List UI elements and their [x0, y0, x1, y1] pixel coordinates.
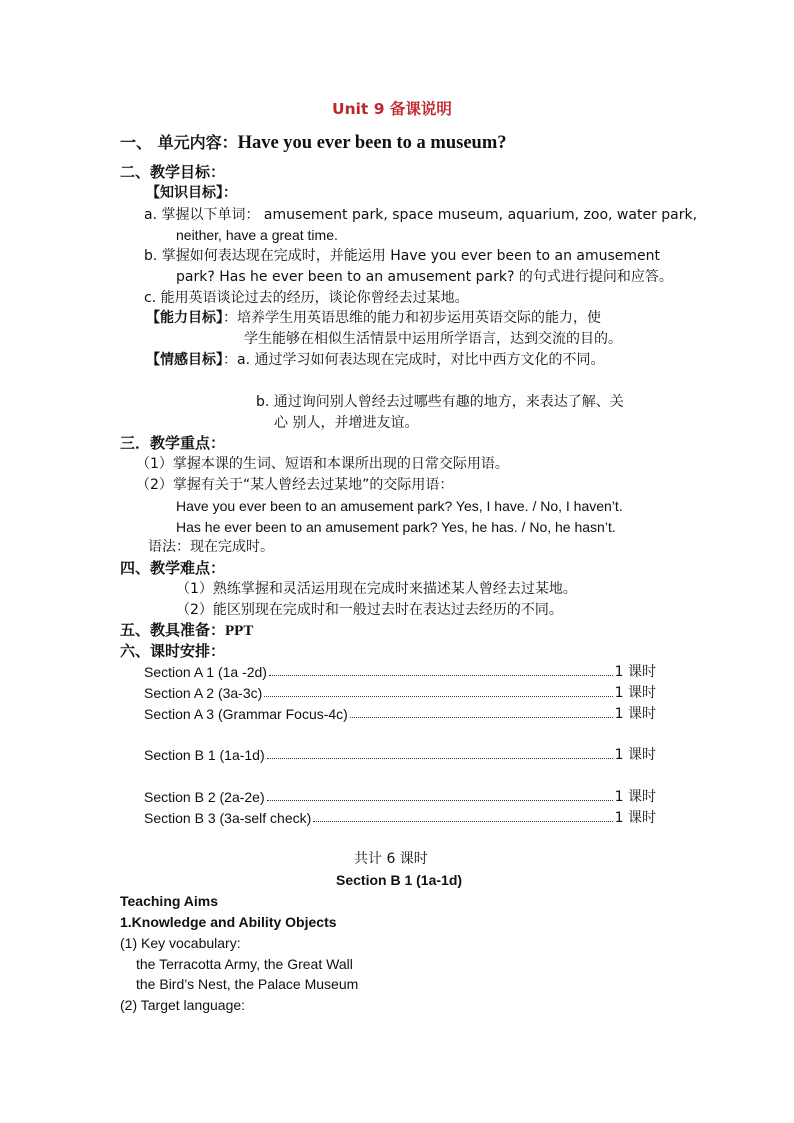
- aids-prefix: 五、教具准备：: [120, 621, 226, 639]
- knowledge-c: c. 能用英语谈论过去的经历，谈论你曾经去过某地。: [144, 290, 469, 306]
- schedule-section-name: Section A 3 (Grammar Focus-4c): [144, 706, 348, 722]
- schedule-heading: 六、课时安排：: [120, 642, 226, 660]
- vocabulary-line-1: the Terracotta Army, the Great Wall: [136, 956, 353, 972]
- leader-dots: [267, 800, 613, 801]
- lesson-title: Section B 1 (1a-1d): [336, 872, 463, 888]
- aids-text: PPT: [225, 623, 254, 639]
- unit-content-prefix: 一、 单元内容：: [120, 133, 238, 152]
- ability-line1: [146, 309, 601, 327]
- schedule-hours: 1 课时: [614, 664, 656, 680]
- schedule-hours: 1 课时: [614, 810, 656, 826]
- schedule-section-name: Section A 2 (3a-3c): [144, 685, 263, 701]
- leader-dots: [267, 758, 613, 759]
- emotion-a-text: ：a. 通过学习如何表达现在完成时，对比中西方文化的不同。: [223, 352, 605, 368]
- leader-dots: [313, 821, 612, 822]
- knowledge-label: 【知识目标】：: [146, 185, 237, 201]
- difficulty-2: （2）能区别现在完成时和一般过去时在表达过去经历的不同。: [176, 602, 563, 618]
- ability-text-1: ：培养学生用英语思维的能力和初步运用英语交际的能力，使: [223, 310, 601, 326]
- target-language-label: (2) Target language:: [120, 997, 246, 1013]
- schedule-row: [144, 663, 656, 681]
- emotion-line-a: [146, 351, 604, 369]
- schedule-row: [144, 788, 656, 806]
- key-vocabulary-label: (1) Key vocabulary:: [120, 935, 241, 951]
- vocabulary-line-2: the Bird’s Nest, the Palace Museum: [136, 976, 359, 992]
- emotion-label: 【情感目标】: [146, 352, 223, 368]
- difficulty-1: （1）熟练掌握和灵活运用现在完成时来描述某人曾经去过某地。: [176, 581, 577, 597]
- knowledge-a-line1: a. 掌握以下单词： amusement park, space museum, aquarium, zoo, water park,: [144, 207, 698, 223]
- emotion-b-line2: 心 别人，并增进友谊。: [274, 415, 419, 431]
- difficulties-heading: 四、教学难点：: [120, 559, 226, 577]
- schedule-hours: 1 课时: [614, 685, 656, 701]
- schedule-hours: 1 课时: [614, 706, 656, 722]
- key-sentence-2: Has he ever been to an amusement park? Yes, he has. / No, he hasn’t.: [176, 519, 616, 535]
- schedule-section-name: Section B 2 (2a-2e): [144, 789, 265, 805]
- leader-dots: [269, 675, 613, 676]
- document-title: Unit 9 备课说明: [332, 100, 452, 118]
- ability-label: 【能力目标】: [146, 310, 223, 326]
- aids-line: [120, 621, 253, 640]
- schedule-row: [144, 809, 656, 827]
- key-point-1: （1）掌握本课的生词、短语和本课所出现的日常交际用语。: [136, 456, 509, 472]
- unit-content-line: [120, 131, 507, 155]
- key-point-2: （2）掌握有关于“某人曾经去过某地”的交际用语：: [136, 477, 454, 493]
- schedule-row: [144, 746, 656, 764]
- schedule-row: [144, 705, 656, 723]
- knowledge-a-line2: neither, have a great time.: [176, 227, 338, 243]
- key-points-heading: 三．教学重点：: [120, 434, 226, 452]
- teaching-aims-heading: Teaching Aims: [120, 893, 219, 909]
- schedule-hours: 1 课时: [614, 789, 656, 805]
- grammar-note: 语法：现在完成时。: [148, 539, 274, 555]
- emotion-b-line1: b. 通过询问别人曾经去过哪些有趣的地方，来表达了解、关: [256, 394, 624, 410]
- schedule-total: 共计 6 课时: [354, 851, 428, 867]
- knowledge-ability-heading: 1.Knowledge and Ability Objects: [120, 914, 337, 930]
- knowledge-b-line1: b. 掌握如何表达现在完成时，并能运用 Have you ever been to an amusement: [144, 248, 661, 264]
- unit-content-text: Have you ever been to a museum?: [237, 133, 507, 153]
- schedule-hours: 1 课时: [614, 747, 656, 763]
- ability-line2: 学生能够在相似生活情景中运用所学语言，达到交流的目的。: [244, 331, 622, 347]
- leader-dots: [264, 696, 612, 697]
- objectives-heading: 二、教学目标：: [120, 163, 226, 181]
- schedule-section-name: Section B 1 (1a-1d): [144, 747, 265, 763]
- schedule-section-name: Section B 3 (3a-self check): [144, 810, 312, 826]
- knowledge-b-line2: park? Has he ever been to an amusement park? 的句式进行提问和应答。: [176, 269, 673, 285]
- schedule-row: [144, 684, 656, 702]
- schedule-section-name: Section A 1 (1a -2d): [144, 664, 267, 680]
- key-sentence-1: Have you ever been to an amusement park? Yes, I have. / No, I haven’t.: [176, 498, 623, 514]
- leader-dots: [350, 717, 613, 718]
